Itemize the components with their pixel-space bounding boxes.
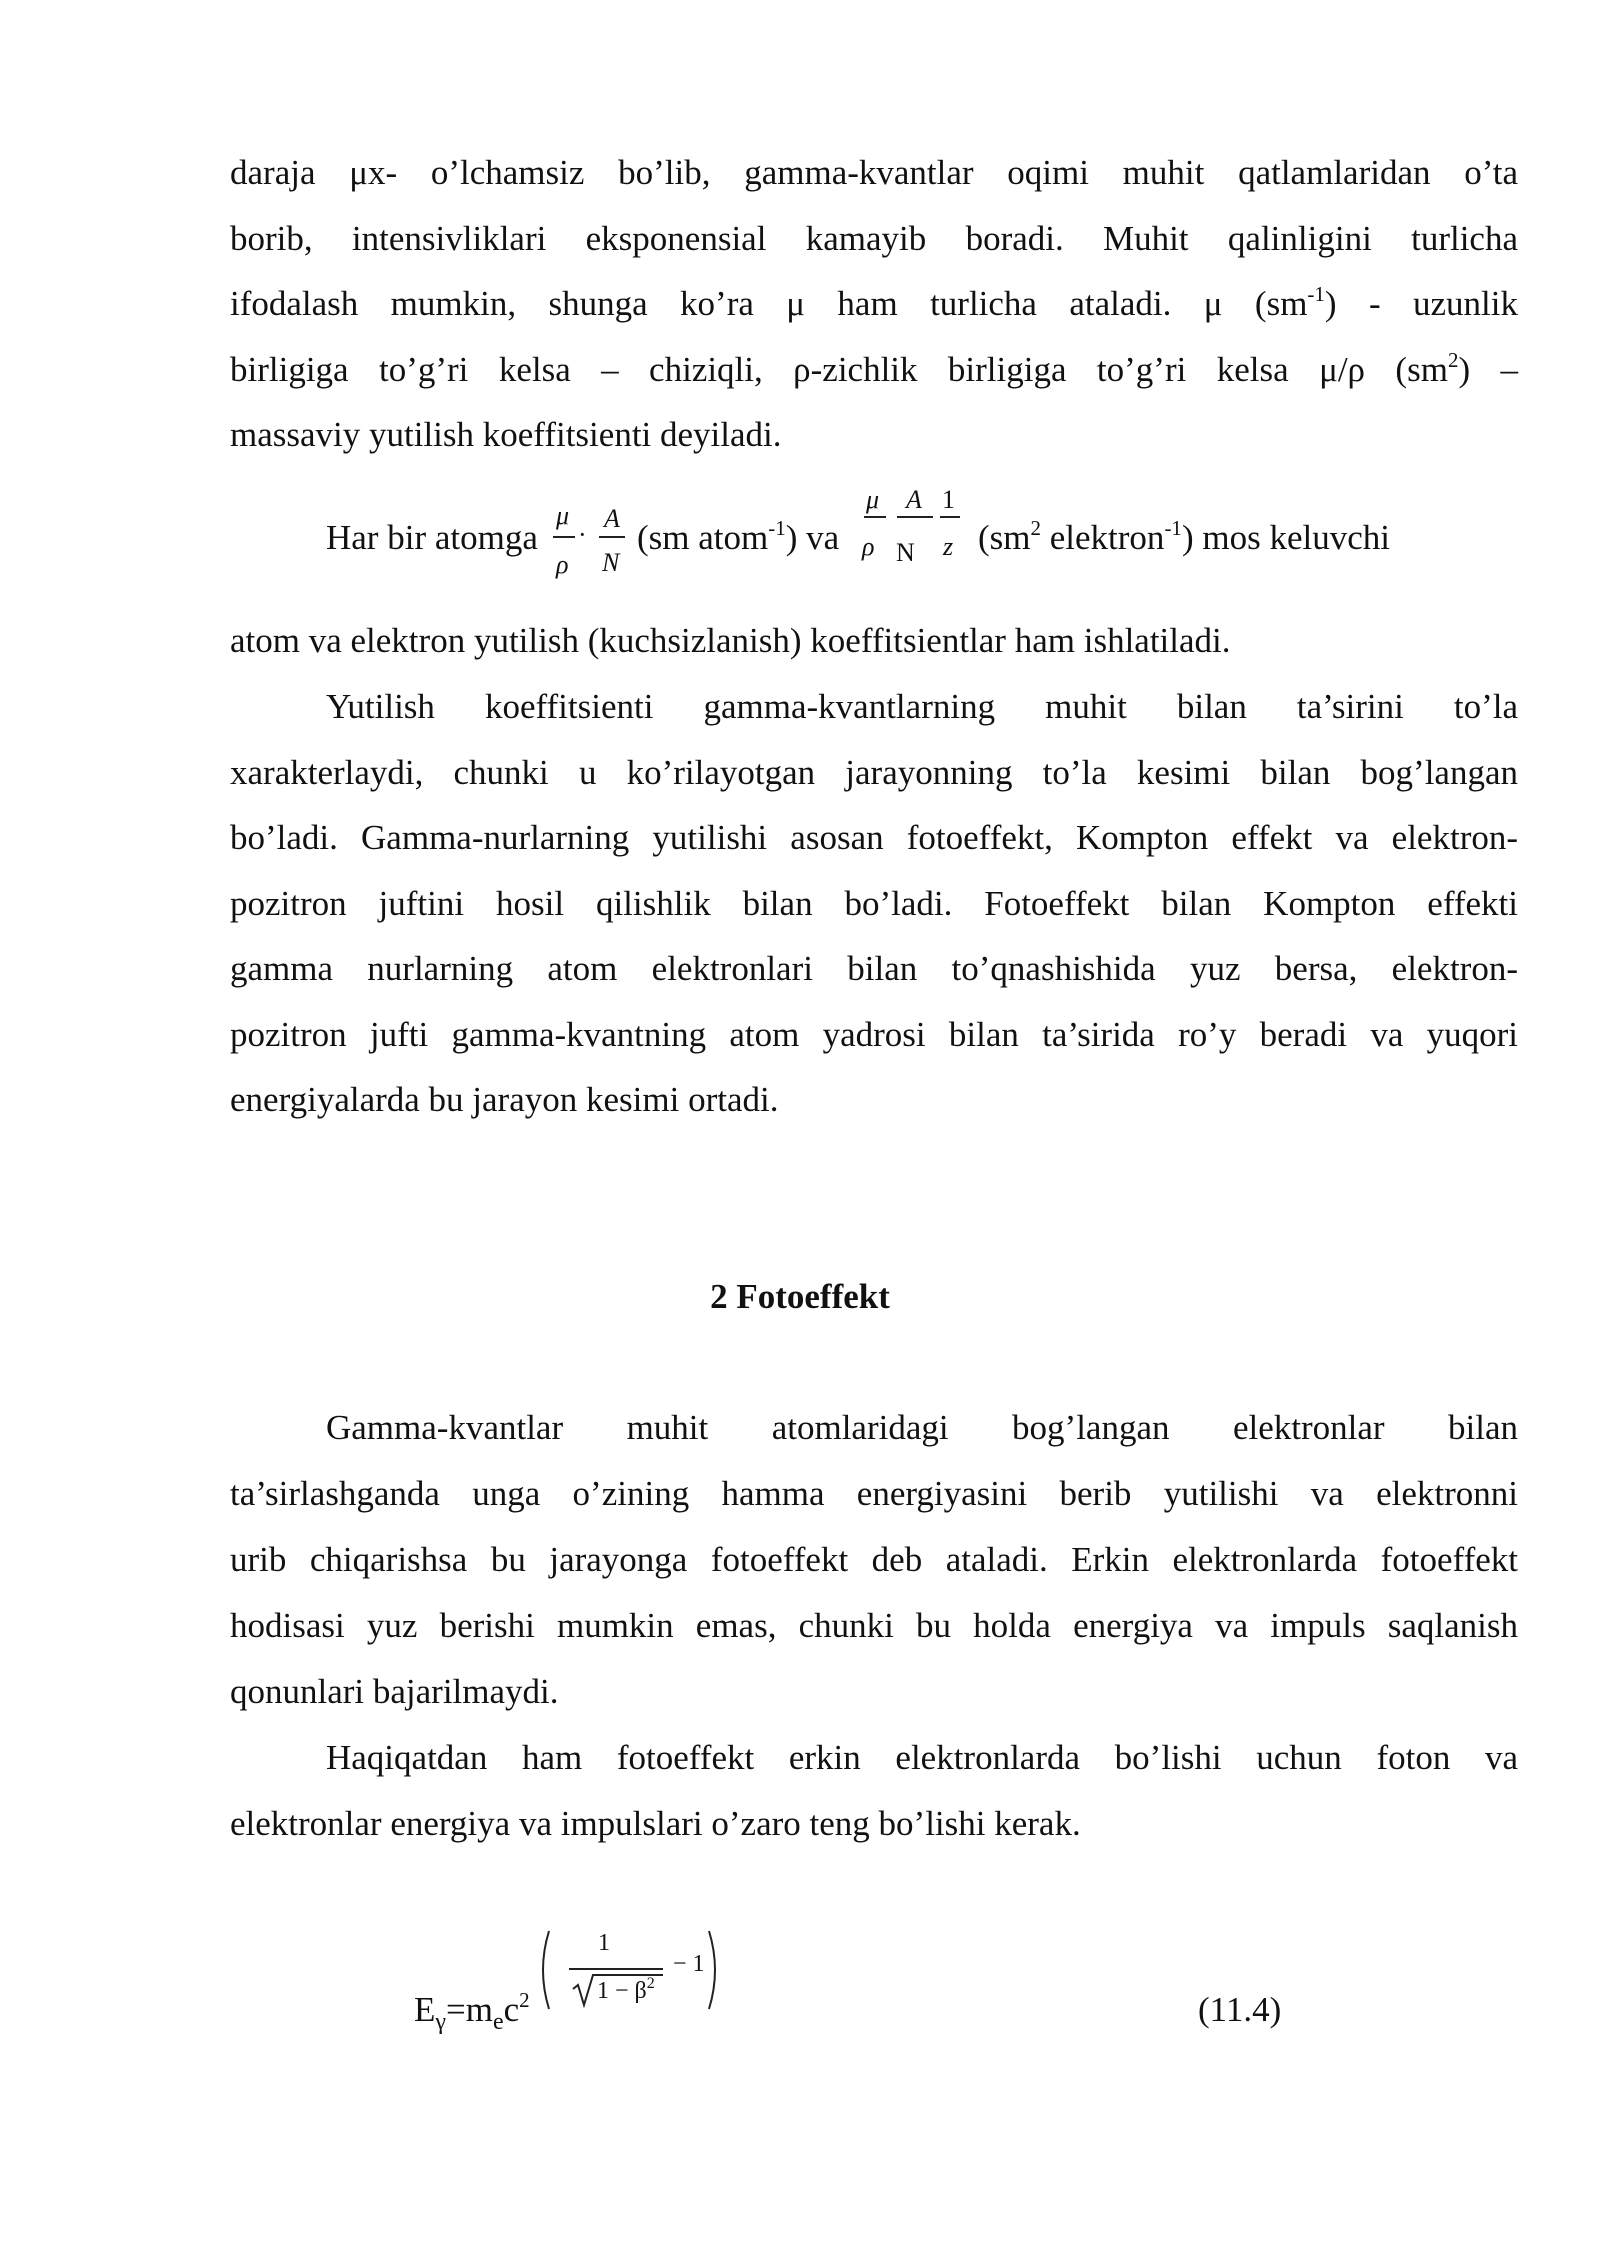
p3-line-1: Yutilish koeffitsienti gamma-kvantlarning muhit bilan ta’sirini to’la (326, 687, 1518, 726)
section-heading: 2 Fotoeffekt (710, 1277, 890, 1316)
p3-line-7: energiyalarda bu jarayon kesimi ortadi. (230, 1080, 779, 1119)
p5-line-1: Haqiqatdan ham fotoeffekt erkin elektronlarda bo’lishi uchun foton va (326, 1738, 1518, 1777)
p3-line-3: bo’ladi. Gamma-nurlarning yutilishi asosan fotoeffekt, Kompton effekt va elektron- (230, 818, 1518, 857)
paragraph-3 (230, 674, 1518, 1133)
frac-bar-5 (940, 516, 960, 518)
minus-one: − 1 (673, 1951, 705, 1977)
p1-line-2: borib, intensivliklari eksponensial kamayib boradi. Muhit qalinligini turlicha (230, 218, 1518, 258)
p1-line-3: ifodalash mumkin, shunga ko’ra μ ham turlicha ataladi. μ $(sm^{-1})$ - uzunlik (230, 282, 1518, 323)
p4-line-2: ta’sirlashganda unga o’zining hamma energiyasini berib yutilishi va elektronni (230, 1474, 1518, 1513)
p4-line-4: hodisasi yuz berishi mumkin emas, chunki bu holda energiya va impuls saqlanish (230, 1606, 1518, 1645)
p3-line-6: pozitron jufti gamma-kvantning atom yadrosi bilan ta’sirida ro’y beradi va yuqori (230, 1014, 1518, 1054)
p2-line-2: atom va elektron yutilish (kuchsizlanish) koeffitsientlar ham ishlatiladi. (230, 621, 1231, 660)
p2-start: Har bir atomga (326, 518, 538, 557)
sqrt-radicand: $1 - \beta^2$ (597, 1975, 655, 2004)
p1-line-5: massaviy yutilish koeffitsienti deyiladi. (230, 415, 782, 454)
unit-sm-atom: (sm atom$^{-1}$) va (637, 516, 840, 557)
p3-line-5: gamma nurlarning atom elektronlari bilan to’qnashishida yuz bersa, elektron- (230, 949, 1518, 988)
p4-line-5: qonunlari bajarilmaydi. (230, 1672, 559, 1711)
p1-line-4: birligiga to’g’ri kelsa – chiziqli, ρ-zichlik birligiga to’g’ri kelsa μ/ρ $(sm^2)$ – (230, 347, 1518, 389)
frac-bar-1 (553, 536, 575, 538)
equation-number: (11.4) (1198, 1990, 1282, 2029)
unit-sm-elektron: ($sm^2$ elektron$^{-1}$) mos keluvchi (978, 516, 1390, 557)
frac-bar-3 (864, 516, 886, 518)
p3-line-2: xarakterlaydi, chunki u ko’rilayotgan jarayonning to’la kesimi bilan bog’langan (230, 752, 1518, 792)
p4-line-1: Gamma-kvantlar muhit atomlaridagi bog’langan elektronlar bilan (326, 1408, 1518, 1447)
document-page: daraja μx- o’lchamsiz bo’lib, gamma-kvantlar oqimi muhit qatlamlaridan o’ta borib, intensivliklari eksponensial kamayib boradi. Muhit qalinligini turlicha ifodalash mumkin, shunga ko’ra μ ham turlicha ataladi. μ $(sm^{-1})$ - uzunlik birligiga to’g’ri kelsa – chiziqli, ρ-zichlik birligiga to’g’ri kelsa μ/ρ $(sm^2)$ – massaviy yutilish koeffitsienti deyiladi. Har bir atomga μ ρ · A N (sm atom$^{-1}$) va μ A 1 ρ N z ($sm^2$ elektron$^{-1}$) mos keluvchi atom va elektron yutilish (kuchsizlanish) koeffitsientlar ham ishlatiladi. Yutilish koeffitsienti gamma-kvantlarning muhit bilan ta’sirini to’la xarakterlaydi, chunki u ko’rilayotgan jarayonning to’la kesimi bilan bog’langan bo’ladi. Gamma-nurlarning yutilishi asosan fotoeffekt, Kompton effekt va elektron- pozitron juftini hosil qilishlik bilan bo’ladi. Fotoeffekt bilan Kompton effekti gamma nurlarning atom elektronlari bilan to’qnashishida yuz bersa, elektron- pozitron jufti gamma-kvantning atom yadrosi bilan ta’sirida ro’y beradi va yuqori energiyalarda bu jarayon kesimi ortadi. 2 Fotoeffekt Gamma-kvantlar muhit atomlaridagi bog’langan elektronlar bilan ta’sirlashganda unga o’zining hamma energiyasini berib yutilishi va elektronni urib chiqarishsa bu jarayonga fotoeffekt deb ataladi. Erkin elektronlarda fotoeffekt hodisasi yuz berishi mumkin emas, chunki bu holda energiya va impuls saqlanish qonunlari bajarilmaydi. Haqiqatdan ham fotoeffekt erkin elektronlarda bo’lishi uchun foton va elektronlar energiya va impulslari o’zaro teng bo’lishi kerak. $E_\gamma=m_ec^2$ 1 $1 - \beta^2$ − 1 (11.4) (0, 0, 1600, 2262)
p3-line-4: pozitron juftini hosil qilishlik bilan bo’ladi. Fotoeffekt bilan Kompton effekti (230, 883, 1518, 923)
sqrt-numerator-one: 1 (598, 1930, 610, 1956)
p4-line-3: urib chiqarishsa bu jarayonga fotoeffekt deb ataladi. Erkin elektronlarda fotoeffekt (230, 1540, 1518, 1579)
equation-lhs: $E_\gamma=m_ec^2$ (414, 1988, 530, 2035)
paragraph-5 (230, 1725, 1518, 1857)
p5-line-2: elektronlar energiya va impulslari o’zaro teng bo’lishi kerak. (230, 1804, 1081, 1843)
paragraph-1 (230, 140, 1518, 468)
frac-bar-4 (897, 516, 933, 518)
frac-bar-2 (599, 536, 625, 538)
paragraph-4 (230, 1395, 1518, 1725)
p1-line-1: daraja μx- o’lchamsiz bo’lib, gamma-kvantlar oqimi muhit qatlamlaridan o’ta (230, 153, 1518, 192)
